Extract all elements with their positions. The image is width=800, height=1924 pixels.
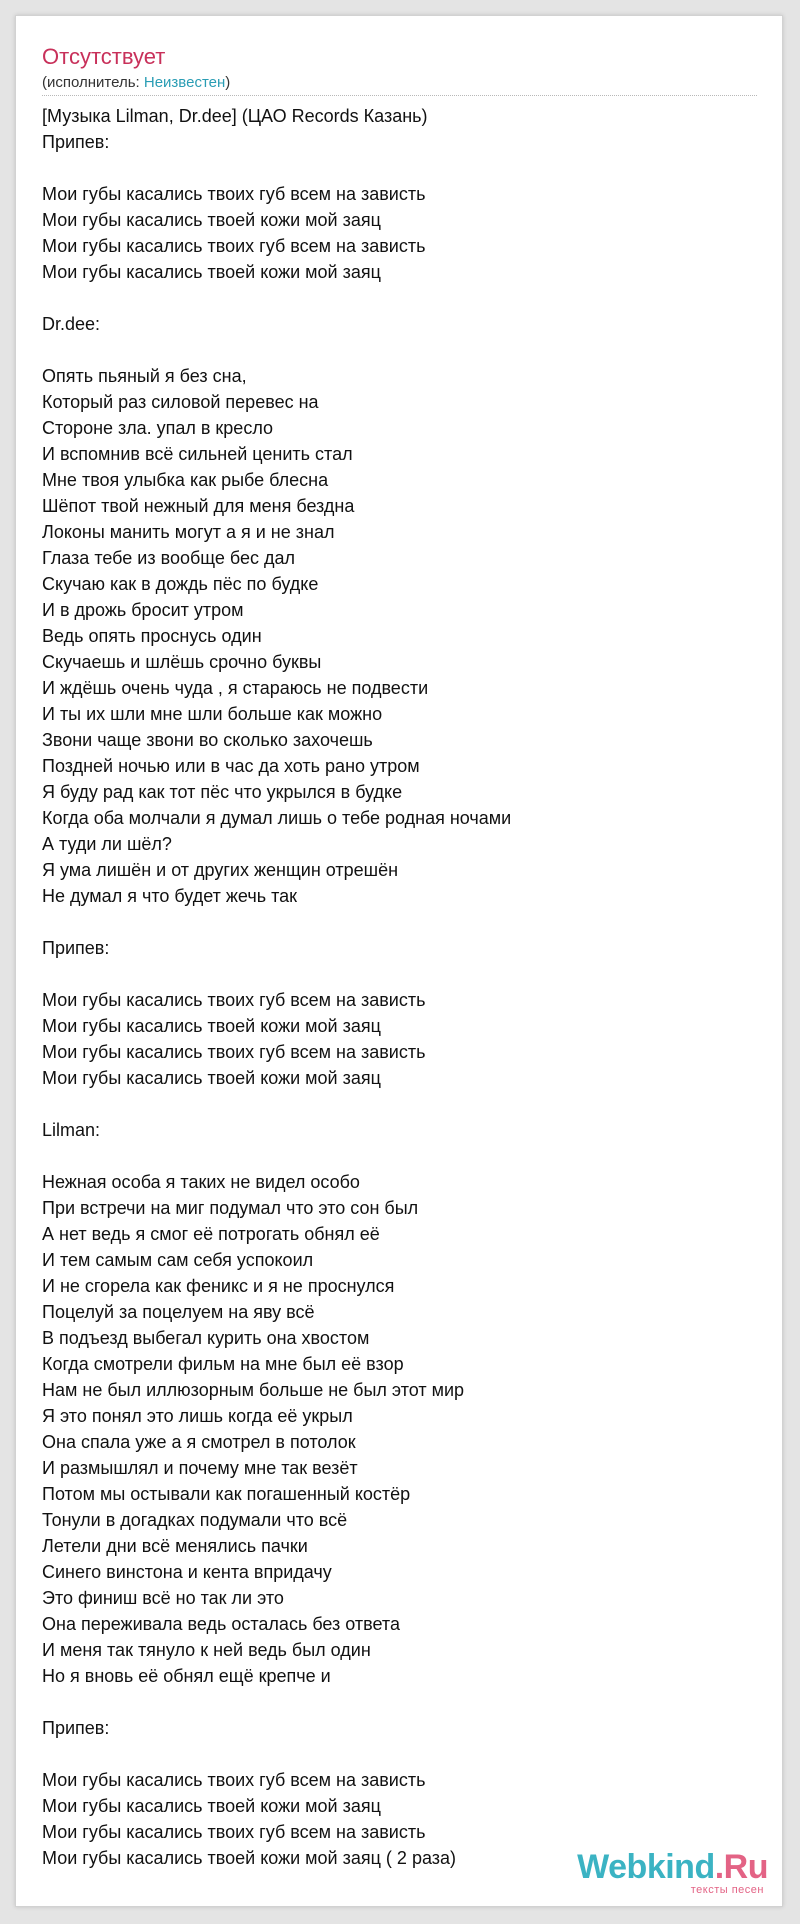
lyrics-line: Мои губы касались твоих губ всем на зависть (42, 990, 426, 1010)
lyrics-line: Припев: (42, 938, 110, 958)
lyrics-line: Поздней ночью или в час да хоть рано утром (42, 756, 420, 776)
lyrics-line: При встречи на миг подумал что это сон был (42, 1198, 419, 1218)
lyrics-line: Скучаешь и шлёшь срочно буквы (42, 652, 322, 672)
lyrics-line: Скучаю как в дождь пёс по будке (42, 574, 319, 594)
lyrics-line: А туди ли шёл? (42, 834, 172, 854)
lyrics-line: Тонули в догадках подумали что всё (42, 1510, 348, 1530)
lyrics-line: Она спала уже а я смотрел в потолок (42, 1432, 356, 1452)
lyrics-line: Мои губы касались твоей кожи мой заяц (42, 210, 381, 230)
lyrics-line: Когда смотрели фильм на мне был её взор (42, 1354, 404, 1374)
lyrics-line: Но я вновь её обнял ещё крепче и (42, 1666, 331, 1686)
lyrics-line: Поцелуй за поцелуем на яву всё (42, 1302, 315, 1322)
lyrics-blank-line (42, 155, 757, 181)
lyrics-line: Летели дни всё менялись пачки (42, 1536, 308, 1556)
lyrics-line: [Музыка Lilman, Dr.dee] (ЦАО Records Казань) (42, 106, 428, 126)
lyrics-line: И тем самым сам себя успокоил (42, 1250, 314, 1270)
lyrics-blank-line (42, 909, 757, 935)
artist-link[interactable]: Неизвестен (143, 74, 226, 91)
lyrics-line: И вспомнив всё сильней ценить стал (42, 444, 353, 464)
lyrics-line: И размышлял и почему мне так везёт (42, 1458, 358, 1478)
song-title: Отсутствует (42, 44, 166, 69)
lyrics-line: Мои губы касались твоей кожи мой заяц ( 2 раза) (42, 1848, 457, 1868)
lyrics-line: Звони чаще звони во сколько захочешь (42, 730, 373, 750)
lyrics-line: И ждёшь очень чуда , я стараюсь не подвести (42, 678, 429, 698)
logo-tagline: тексты песен (690, 1884, 764, 1896)
lyrics-blank-line (42, 285, 757, 311)
lyrics-line: Мои губы касались твоих губ всем на зависть (42, 1770, 426, 1790)
lyrics-line: Шёпот твой нежный для меня бездна (42, 496, 355, 516)
logo-brand: Webkind (577, 1848, 715, 1886)
artist-prefix: (исполнитель: (42, 74, 144, 91)
lyrics-line: Мои губы касались твоей кожи мой заяц (42, 1796, 381, 1816)
lyrics-line: Я ума лишён и от других женщин отрешён (42, 860, 399, 880)
lyrics-line: Ведь опять проснусь один (42, 626, 262, 646)
lyrics-line: Потом мы остывали как погашенный костёр (42, 1484, 411, 1504)
lyrics-line: Опять пьяный я без сна, (42, 366, 247, 386)
lyrics-blank-line (42, 337, 757, 363)
lyrics-line: Нежная особа я таких не видел особо (42, 1172, 360, 1192)
lyrics-line: И меня так тянуло к ней ведь был один (42, 1640, 371, 1660)
lyrics-page (15, 15, 783, 1907)
lyrics-line: Который раз силовой перевес на (42, 392, 319, 412)
lyrics-line: Мои губы касались твоей кожи мой заяц (42, 1068, 381, 1088)
lyrics-line: Когда оба молчали я думал лишь о тебе родная ночами (42, 808, 512, 828)
lyrics-line: В подъезд выбегал курить она хвостом (42, 1328, 370, 1348)
lyrics-line: А нет ведь я смог её потрогать обнял её (42, 1224, 380, 1244)
logo-tld: .Ru (714, 1848, 768, 1886)
lyrics-line: Нам не был иллюзорным больше не был этот мир (42, 1380, 465, 1400)
lyrics-text (42, 103, 757, 1871)
lyrics-blank-line (42, 1091, 757, 1117)
artist-suffix: ) (225, 74, 231, 91)
lyrics-line: Не думал я что будет жечь так (42, 886, 297, 906)
lyrics-line: Dr.dee: (42, 314, 101, 334)
lyrics-line: Я буду рад как тот пёс что укрылся в будке (42, 782, 403, 802)
lyrics-blank-line (42, 1143, 757, 1169)
logo-wordmark (577, 1848, 768, 1886)
lyrics-line: Припев: (42, 1718, 110, 1738)
lyrics-line: Lilman: (42, 1120, 101, 1140)
lyrics-line: Мои губы касались твоей кожи мой заяц (42, 262, 381, 282)
lyrics-line: Это финиш всё но так ли это (42, 1588, 284, 1608)
lyrics-line: Мои губы касались твоих губ всем на зависть (42, 1042, 426, 1062)
lyrics-line: Мне твоя улыбка как рыбе блесна (42, 470, 329, 490)
lyrics-line: Мои губы касались твоих губ всем на зависть (42, 1822, 426, 1842)
header-divider (42, 95, 757, 96)
lyrics-line: Я это понял это лишь когда её укрыл (42, 1406, 353, 1426)
lyrics-line: Мои губы касались твоих губ всем на зависть (42, 236, 426, 256)
lyrics-line: Стороне зла. упал в кресло (42, 418, 274, 438)
artist-line (42, 73, 230, 93)
lyrics-line: Мои губы касались твоих губ всем на зависть (42, 184, 426, 204)
lyrics-blank-line (42, 1689, 757, 1715)
lyrics-line: И не сгорела как феникс и я не проснулся (42, 1276, 395, 1296)
lyrics-blank-line (42, 961, 757, 987)
lyrics-blank-line (42, 1741, 757, 1767)
lyrics-line: Глаза тебе из вообще бес дал (42, 548, 296, 568)
lyrics-line: Локоны манить могут а я и не знал (42, 522, 335, 542)
lyrics-line: Она переживала ведь осталась без ответа (42, 1614, 400, 1634)
lyrics-line: И ты их шли мне шли больше как можно (42, 704, 383, 724)
site-logo[interactable] (577, 1848, 772, 1898)
lyrics-line: Мои губы касались твоей кожи мой заяц (42, 1016, 381, 1036)
lyrics-line: И в дрожь бросит утром (42, 600, 244, 620)
lyrics-line: Синего винстона и кента впридачу (42, 1562, 332, 1582)
lyrics-line: Припев: (42, 132, 110, 152)
